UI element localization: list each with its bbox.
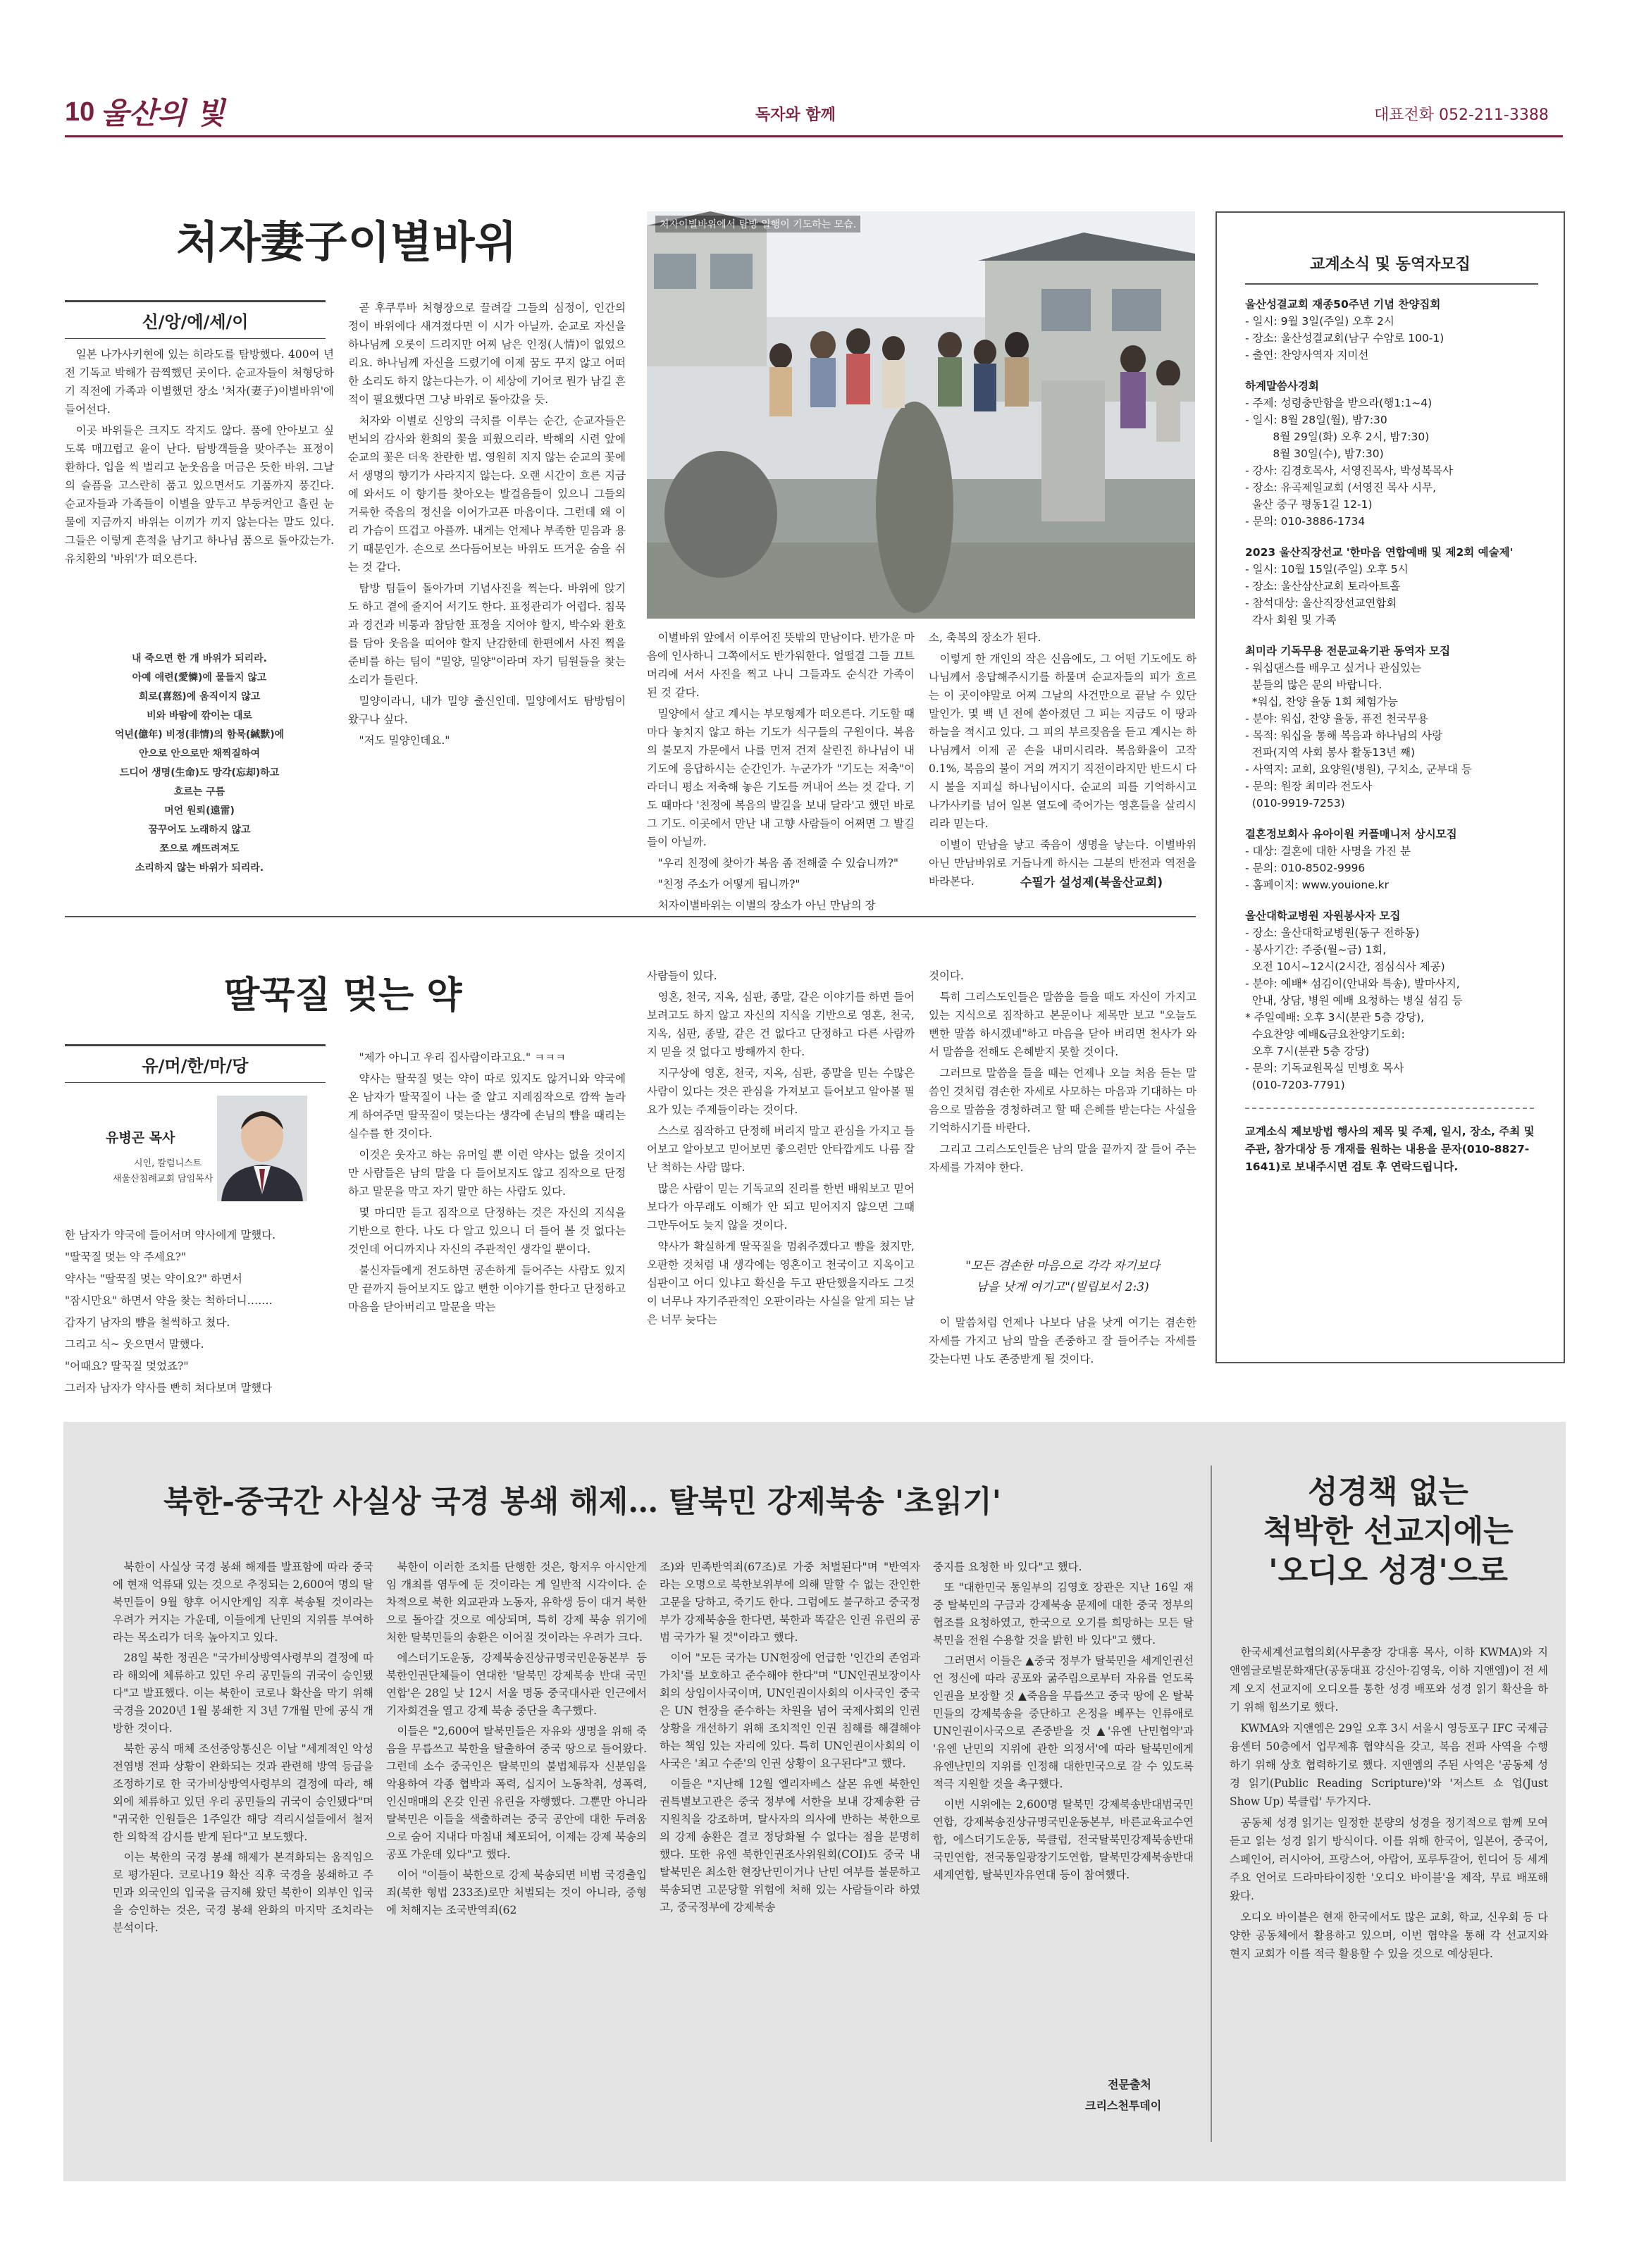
poem-line: 소리하지 않는 바위가 되리라. [135,862,264,874]
event-detail: 각사 회원 및 가족 [1245,614,1337,626]
bible-verse [929,1256,1196,1298]
paragraph: 밀양이라니, 내가 밀양 출신인데. 밀양에서도 탐방팀이 왔구나 싶다. [348,695,626,726]
article-divider [65,916,1196,917]
poem-line: 희로(喜怒)에 움직이지 않고 [138,691,261,702]
paragraph: 약사는 "딸꾹질 멎는 약이요?" 하면서 [65,1272,242,1285]
event-title: 최미라 기독무용 전문교육기관 동역자 모집 [1245,645,1451,657]
paragraph: "어때요? 딸꾹질 멎었죠?" [65,1360,189,1372]
event-detail: *워십, 찬양 율동 1회 체험가능 [1245,695,1398,708]
event-detail: 오전 10시~12시(2시간, 점심식사 제공) [1245,960,1445,973]
paragraph: 이어 "모든 국가는 UN헌장에 언급한 '인간의 존엄과 가치'를 보호하고 준수해야 한다"며 "UN인권보장이사회의 상임이사국이며, UN인권이사회의 이사국인 중국은 UN 헌장을 준수하는 차원을 넘어 국제사회의 인권 상황을 개선하기 위해 조치적인 인권 침해를 해결해야 하는 책임 있는 자리에 있다. 특히 UN인권이사회의 이사국은 '최고 수준'의 인권 상황이 요구된다"고 했다. [660,1652,920,1770]
paragraph: 이곳 바위들은 크지도 작지도 않다. 품에 안아보고 싶도록 매끄럽고 윤이 난다. 탐방객들을 맞아주는 표정이 환하다. 입을 씩 벌리고 눈웃음을 머금은 듯한 바위. 그날의 슬픔을 고스란히 품고 있으면서도 기품까지 풍긴다. 순교자들과 가족들이 이별을 앞두고 부둥켜안고 흘린 눈물에 지금까지 바위는 이끼가 끼지 않는다는 말도 있다. 그들은 이렇게 흔적을 남기고 하나님 품으로 돌아갔는가. 유치환의 '바위'가 떠오른다. [65,424,334,565]
paragraph: 이것은 웃자고 하는 유머일 뿐 이런 약사는 없을 것이지만 사람들은 남의 말을 다 들어보지도 않고 짐작으로 단정하고 말문을 막고 자기 말만 하는 사람도 있다. [348,1148,626,1198]
pilgrims-photo-image [647,211,1195,619]
event-detail: - 사역지: 교회, 요양원(병원), 구치소, 군부대 등 [1245,763,1472,776]
poem-line: 쪼으로 깨뜨려져도 [159,843,240,855]
sidebar-event [1245,296,1548,364]
paragraph: 지구상에 영혼, 천국, 지옥, 심판, 종말을 믿는 수많은 사람이 있다는 것은 관심을 가져보고 들어보고 알아볼 필요가 있는 주제들이라는 것이다. [647,1067,915,1116]
paragraph: 이번 시위에는 2,600명 탈북민 강제북송반대범국민연합, 강제북송진상규명국민운동본부, 바른교육교수연합, 에스더기도운동, 북클럽, 전국탈북민강제북송반대국민연합, 전국통일광장기도연합, 탈북민강제북송반대세계연합, 탈북민자유연대 등이 참여했다. [933,1798,1194,1881]
paragraph: 공동체 성경 읽기는 일정한 분량의 성경을 정기적으로 함께 모여 듣고 읽는 성경 읽기 방식이다. 이를 위해 한국어, 일본어, 중국어, 스페인어, 러시아어, 프랑스어, 아랍어, 포루투갈어, 힌디어 등 세계 주요 언어로 드라마타이징한 '오디오 바이블'을 제작, 무료 배포해 왔다. [1230,1816,1548,1902]
article1-col2 [348,299,626,891]
paragraph: 이렇게 한 개인의 작은 신음에도, 그 어떤 기도에도 하나님께서 응답해주시기를 하물며 순교자들의 피가 흐르는 이 곳이야말로 어찌 그날의 사건만으로 끝날 수 있단 말인가. 몇 백 년 전에 쏟아졌던 그 피는 지금도 이 땅과 하늘을 적시고 있다. 그 피의 부르짖음을 듣고 계시는 하나님께서 이제 곧 손을 내미시리라. 복음화율이 고작 0.1%, 복음의 불이 거의 꺼지기 직전이라지만 반드시 다시 불을 지피실 하나님이시다. 순교의 피를 기억하시고 나가사키를 넘어 일본 열도에 죽어가는 영혼들을 살리시리라 믿는다. [929,652,1196,830]
event-detail: - 일시: 10월 15일(주일) 오후 5시 [1245,563,1409,576]
article2-col1 [65,1226,333,1394]
poem-line: 내 죽으면 한 개 바위가 되리라. [132,653,267,664]
event-detail: - 주제: 성령충만함을 받으라(행1:1~4) [1245,397,1433,409]
paragraph: 이는 북한의 국경 봉쇄 해제가 본격화되는 움직임으로 평가된다. 코로나19 확산 직후 국경을 봉쇄하고 주민과 외국인의 입국을 금지해 왔던 북한이 외부인 입국을 승인하는 것은, 국경 봉쇄 완화의 마지막 조치라는 분석이다. [113,1851,373,1934]
article2-category: 유/머/한/마/당 [65,1044,326,1083]
paragraph: 것이다. [929,969,964,982]
paragraph: 한 남자가 약국에 들어서며 약사에게 말했다. [65,1229,276,1241]
paragraph: 처자이별바위는 이별의 장소가 아닌 만남의 장 [657,899,876,912]
paragraph: "제가 아니고 우리 집사람이라고요." ㅋㅋㅋ [359,1051,566,1064]
header-rule [65,135,1563,137]
paragraph: 북한이 이러한 조치를 단행한 것은, 항저우 아시안게임 개최를 염두에 둔 것이라는 게 일반적 시각이다. 순차적으로 북한 외교관과 노동자, 유학생 등이 대거 북한으로 돌아갈 것으로 예상되며, 특히 강제 북송 위기에 처한 탈북민들의 송환은 이어질 것이라는 우려가 크다. [386,1561,647,1644]
poem-line: 비와 바람에 깎이는 대로 [147,710,252,721]
author-portrait-image [217,1096,307,1201]
article2-col2 [348,1048,626,1387]
event-detail: - 장소: 울산성결교회(남구 수암로 100-1) [1245,332,1444,345]
event-detail: - 문의: 기독교원목실 민병호 목사 [1245,1062,1404,1074]
paragraph: 한국세계선교협의회(사무총장 강대흥 목사, 이하 KWMA)와 지앤엠글로벌문화재단(공동대표 강신아·김영욱, 이하 지앤엠)이 전 세계 오지 선교지에 오디오를 통한 성경 배포와 성경 읽기 확산을 하기 위해 힘쓰기로 했다. [1230,1646,1548,1714]
event-detail: (010-9919-7253) [1245,797,1345,810]
paragraph: 또 "대한민국 통일부의 김영호 장관은 지난 16일 재중 탈북민의 구금과 강제북송 문제에 대한 중국 정부의 협조를 요청하였고, 한국으로 오기를 희망하는 모든 탈북민을 전원 수용할 것을 밝힌 바 있다"고 했다. [933,1581,1194,1647]
event-detail: 전파(지역 사회 봉사 활동13년 째) [1245,746,1416,759]
poem-line: 아예 애련(愛憐)에 물들지 않고 [132,672,267,683]
event-detail: - 강사: 김경호목사, 서영진목사, 박성복목사 [1245,464,1453,477]
article4-body [1230,1643,1548,2150]
sidebar-event [1245,907,1548,1093]
article3-source-label: 전문출처 [1108,2078,1151,2091]
event-detail: 안내, 상담, 병원 예배 요청하는 병실 섬김 등 [1245,994,1463,1007]
article1-poem [65,650,334,878]
article3-title: 북한-중국간 사실상 국경 봉쇄 해제… 탈북민 강제북송 '초읽기' [163,1485,1001,1520]
paragraph: 중지를 요청한 바 있다"고 했다. [933,1561,1082,1573]
paragraph: 그리고 그리스도인들은 남의 말을 끝까지 잘 들어 주는 자세를 가져야 한다. [929,1143,1196,1174]
event-detail: 8월 29일(화) 오후 2시, 밤7:30) [1245,430,1430,443]
paragraph: 이어 "이들이 북한으로 강제 북송되면 비범 국경출입죄(북한 형법 233조)로만 처벌되는 것이 아니라, 중형에 처해지는 조국반역죄(62 [386,1869,647,1916]
article1-category: 신/앙/에/세/이 [65,300,326,339]
event-detail: 분들의 많은 문의 바랍니다. [1245,678,1382,691]
paragraph: 밀양에서 살고 계시는 부모형제가 떠오른다. 기도할 때마다 놓치지 않고 하는 기도가 식구들의 구원이다. 복음의 불모지 가문에서 나를 먼저 건져 살린진 하나님이 내 기도에 응답하시는 순간인가. 누군가가 "기도는 저축"이라더니 평소 저축해 놓은 기도를 꺼내어 쓰는 것 같다. 기도 때마다 '친정에 복음의 발길을 보내 달라'고 했던 바로 그 기도. 이곳에서 만난 내 고향 사람들이 어쩌면 그 발길들이 아닐까. [647,707,915,848]
paragraph: 곧 후쿠루바 처형장으로 끌려갈 그들의 심정이, 인간의 정이 바위에다 새겨졌다면 이 시가 아닐까. 순교로 자신을 하나님께 오롯이 드리지만 어찌 남은 인정(人情)이 없었으리요. 하나님께 자신을 드렸기에 이제 꿈도 꾸지 않고 어떠한 소리도 하지 않는다는가. 이 세상에 기어코 뭔가 남길 흔적이 필요했다면 그냥 바위로 돌아갔을 듯. [348,302,626,406]
poem-line: 머언 원뢰(遠雷) [164,805,235,817]
event-detail: - 문의: 010-3886-1734 [1245,515,1366,528]
sidebar-separator [1245,1108,1534,1109]
paragraph: 북한 공식 매체 조선중앙통신은 이날 "세계적인 악성 전염병 전파 상황이 완화되는 것과 관련해 방역 등급을 조정하기로 한 국가비상방역사령부의 결정에 따라, 해외에 체류하고 있던 우리 공민들의 귀국이 승인됐다"며 "귀국한 인원들은 1주일간 해당 격리시설들에서 철저한 의학적 감시를 받게 된다"고 보도했다. [113,1742,373,1843]
event-detail: - 홈페이지: www.youione.kr [1245,879,1390,891]
photo-caption: 처자이별바위에서 탐방 일행이 기도하는 모습. [655,216,860,233]
event-detail: - 문의: 원장 최미라 전도사 [1245,780,1373,793]
event-detail: - 대상: 결혼에 대한 사명을 가진 분 [1245,845,1411,857]
event-detail: - 봉사기간: 주중(월~금) 1회, [1245,943,1387,956]
event-detail: - 문의: 010-8502-9996 [1245,862,1366,874]
church-news-sidebar [1215,211,1565,1363]
article3-source: 크리스천투데이 [1085,2099,1162,2112]
title-line: '오디오 성경'으로 [1268,1553,1508,1589]
paragraph: 약사가 확실하게 딸꾹질을 멈춰주겠다고 뺨을 쳤지만, 오판한 것처럼 내 생각에는 영혼이고 천국이고 지옥이고 심판이고 어디 있냐고 확신을 두고 판단했을지라도 그것이 너무나 자기주관적인 오판이라는 사실을 알게 되는 날은 너무 늦다는 [647,1240,915,1326]
paragraph: 조)와 민족반역죄(67조)로 가중 처벌된다"며 "반역자라는 오명으로 북한보위부에 의해 말할 수 없는 잔인한 고문을 당하고, 죽기도 한다. 그럼에도 불구하고 중국정부가 강제북송을 한다면, 북한과 똑같은 인권 유린의 공범 국가가 될 것"이라고 했다. [660,1561,920,1644]
poem-line: 드디어 생명(生命)도 망각(忘却)하고 [119,767,280,779]
paragraph: "딸꾹질 멎는 약 주세요?" [65,1251,187,1263]
article2-title: 딸꾹질 멎는 약 [224,974,462,1017]
event-title: 결혼정보회사 유아이원 커플매니저 상시모집 [1245,828,1457,841]
paragraph: "우리 친정에 찾아가 복음 좀 전해줄 수 있습니까?" [657,857,899,869]
poem-line: 꿈꾸어도 노래하지 않고 [148,824,251,836]
paragraph: 갑자기 남자의 뺨을 철썩하고 쳤다. [65,1316,230,1329]
event-detail: - 일시: 9월 3일(주일) 오후 2시 [1245,315,1394,328]
sidebar-submission-note: 교계소식 제보방법 행사의 제목 및 주제, 일시, 장소, 주최 및 주관, 참가대상 등 개재를 원하는 내용을 문자(010-8827-1641)로 보내주시면 검토 후 연락드립니다. [1245,1125,1535,1173]
paragraph: 이별이 만남을 낳고 죽음이 생명을 낳는다. 이별바위 아닌 만남바위로 거듭나게 하시는 그분의 반전과 역전을 바라본다. [929,838,1196,888]
paragraph: 이별바위 앞에서 이루어진 뜻밖의 만남이다. 반가운 마음에 인사하니 그쪽에서도 반가워한다. 얼떨결 그들 끄트머리에 서서 사진을 찍고 나니 그들과도 순식간 가족이 된 것 같다. [647,631,915,699]
paragraph: "친정 주소가 어떻게 됩니까?" [657,878,800,891]
event-title: 울산성결교회 재종50주년 기념 찬양집회 [1245,298,1441,311]
paragraph: 그러므로 말씀을 들을 때는 언제나 오늘 처음 듣는 말씀인 것처럼 겸손한 자세로 사모하는 마음과 기대하는 마음으로 말씀을 경청하려고 할 때 은혜를 받는다는 사실을 기억하시기를 바란다. [929,1067,1196,1134]
page-number: 10 [65,97,95,127]
event-detail: - 일시: 8월 28일(월), 밤7:30 [1245,414,1387,426]
poem-line: 안으로 안으로만 채찍질하여 [138,748,261,760]
sidebar-event [1245,378,1548,530]
sidebar-event [1245,643,1548,812]
event-detail: 오후 7시(분관 5층 강당) [1245,1045,1370,1058]
paragraph: "저도 밀양인데요." [359,734,450,747]
author-avatar [217,1096,307,1201]
paragraph: 오디오 바이블은 현재 한국에서도 많은 교회, 학교, 신우회 등 다양한 공동체에서 활용하고 있으며, 이번 협약을 통해 각 선교지와 현지 교회가 이를 적극 활용할 수 있을 것으로 예상된다. [1230,1911,1548,1960]
event-detail: * 주일예배: 오후 3시(분관 5층 강당), [1245,1011,1425,1024]
paragraph: 탐방 팀들이 돌아가며 기념사진을 찍는다. 바위에 앉기도 하고 곁에 줄지어 서기도 한다. 표정관리가 어렵다. 침묵과 경건과 비통과 참담한 표정을 지어야 할지, 박수와 환호를 담아 웃음을 띠어야 할지 난감한데 한편에서 사진 찍을 준비를 하는 팀이 "밀양, 밀양"이라며 자기 팀원들을 찾는 소리가 들린다. [348,582,626,686]
event-title: 하계말씀사경회 [1245,380,1319,392]
article1-photo [647,211,1195,619]
paragraph: 특히 그리스도인들은 말씀을 들을 때도 자신이 가지고 있는 지식으로 짐작하고 본문이나 제목만 보고 "오늘도 뻔한 말씀 하시겠네"하고 마음을 닫아 버리면 천사가 와서 말씀을 전해도 은혜받지 못할 것이다. [929,991,1196,1058]
paragraph: 처자와 이별로 신앙의 극치를 이루는 순간, 순교자들은 번뇌의 감사와 환희의 꽃을 피웠으리라. 박해의 시련 앞에 순교의 꽃은 더욱 찬란한 법. 영원히 지지 않는 순교의 꽃에서 생명의 향기가 사라지지 않는다. 오랜 시간이 흐른 지금에 와서도 이 향기를 찾아오는 발걸음들이 있으니 그들의 거룩한 죽음의 정신을 이어가고픈 마음이다. 그런데 왜 이리 가슴이 뜨겁고 아플까. 내게는 언제나 부족한 믿음과 용기 때문인가. 손으로 쓰다듬어보는 바위도 뜨거운 숨을 쉬는 것 같다. [348,414,626,574]
event-title: 울산대학교병원 자원봉사자 모집 [1245,910,1401,922]
paragraph: 에스더기도운동, 강제북송진상규명국민운동본부 등 북한인권단체들이 연대한 '탈북민 강제북송 반대 국민연합'은 28일 낮 12시 서울 명동 중국대사관 인근에서 기자회견을 열고 강제 북송 중단을 촉구했다. [386,1652,647,1717]
paragraph: 많은 사람이 믿는 기독교의 진리를 한번 배워보고 믿어보다가 아무래도 이해가 안 되고 믿어지지 않으면 그때 그만두어도 늦지 않을 것이다. [647,1182,915,1232]
event-detail: - 목적: 워십을 통해 복음과 하나님의 사랑 [1245,729,1442,742]
section-divider [1211,1465,1212,2142]
article4-title [1223,1473,1554,1591]
sidebar-title: 교계소식 및 동역자모집 [1310,256,1471,273]
event-detail: - 분야: 예배* 섬김이(안내와 특송), 발마사지, [1245,977,1460,990]
event-detail: - 장소: 유곡제일교회 (서영진 목사 시무, [1245,481,1437,494]
paragraph: 이들은 "2,600여 탈북민들은 자유와 생명을 위해 죽음을 무릅쓰고 북한을 탈출하여 중국 땅으로 들어왔다. 그런데 소수 중국인은 탈북민의 불법체류자 신분임을 악용하여 각종 협박과 폭력, 십지어 노동착취, 성폭력, 인신매매의 온갖 인권 유린을 자행했다. 그뿐만 아니라 탈북민은 이들을 색출하려는 중국 공안에 대한 두려움으로 숨어 지내다 마침내 체포되어, 이제는 강제 북송의 공포 가운데 있다"고 했다. [386,1725,647,1861]
paragraph: 이들은 "지난해 12월 엘리자베스 살몬 유엔 북한인권특별보고관은 중국 정부에 서한을 보내 강제송환 금지원칙을 강조하며, 탈사자의 의사에 반하는 북한으로의 강제 송환은 결코 정당화될 수 없다는 점을 분명히 했다. 또한 유엔 북한인권조사위원회(COI)도 중국 내 탈북민은 최소한 현장난민이거나 난민 여부를 불문하고 북송되면 고문당할 위험에 처해 있는 사람들이라 하였고, 중국정부에 강제북송 [660,1778,920,1914]
event-detail: - 참석대상: 울산직장선교연합회 [1245,597,1397,609]
paragraph: 스스로 짐작하고 단정해 버리지 말고 관심을 가지고 들어보고 알아보고 믿어보면 좋으련만 안타깝게도 나름 잘난 척하는 사람 많다. [647,1124,915,1174]
sidebar-event [1245,544,1548,628]
sidebar-event [1245,826,1548,893]
event-detail: 8월 30일(수), 밤7:30) [1245,447,1384,460]
article3-col3 [660,1559,920,2136]
verse-line: "모든 겸손한 마음으로 각각 자기보다 [965,1259,1160,1273]
article3-col4 [933,1559,1194,2052]
article2-col4 [929,967,1196,1243]
paragraph: 사람들이 있다. [647,969,717,982]
newspaper-logo: 울산의 빛 [100,96,225,130]
paragraph: 그러자 남자가 약사를 빤히 쳐다보며 말했다 [65,1382,273,1394]
title-line: 성경책 없는 [1308,1474,1468,1510]
poem-line: 흐르는 구름 [173,786,225,798]
paragraph: 이 말씀처럼 언제나 나보다 남을 낫게 여기는 겸손한 자세를 가지고 남의 말을 존중하고 잘 들어주는 자세를 갖는다면 나도 존중받게 될 것이다. [929,1316,1196,1365]
author-name: 유병곤 목사 [106,1130,175,1146]
event-detail: - 장소: 울산대학교병원(동구 전하동) [1245,927,1420,939]
article2-col3 [647,967,915,1387]
author-affiliation: 새울산침례교회 담임목사 [113,1174,214,1184]
paragraph: 북한이 사실상 국경 봉쇄 해제를 발표함에 따라 중국에 현재 억류돼 있는 것으로 추정되는 2,600여 명의 탈북민들이 9월 향후 어시안게임 직후 북송될 것이라는 우려가 커지는 가운데, 이들에게 난민의 지위를 부여하라는 목소리가 더욱 높아지고 있다. [113,1561,373,1644]
title-line: 척박한 선교지에는 [1263,1513,1514,1549]
event-detail: 수요찬양 예배&금요찬양기도회: [1245,1028,1405,1041]
event-detail: - 분야: 워십, 찬양 율동, 퓨전 천국무용 [1245,712,1428,725]
sidebar-events [1245,296,1548,1176]
paragraph: KWMA와 지앤엠은 29일 오후 3시 서울시 영등포구 IFC 국제금융센터 50층에서 업무제휴 협약식을 갖고, 복음 전파 사역을 수행하기 위해 상호 협력하기로 했다. 지앤엠의 주된 사역은 '공동체 성경 읽기(Public Reading Scripture)'와 '저스트 쇼 업(Just Show Up) 북클럽' 두가지다. [1230,1722,1548,1808]
author-title: 시인, 칼럼니스트 [134,1158,202,1169]
article1-signature: 수필가 설성제(북울산교회) [1020,876,1163,890]
paragraph: 소, 축복의 장소가 된다. [929,631,1041,644]
paragraph: "잠시만요" 하면서 약을 찾는 척하더니……. [65,1294,273,1307]
event-title: 2023 울산직장선교 '한마음 연합예배 및 제2회 예술제' [1245,546,1514,559]
paragraph: 약사는 딸꾹질 멎는 약이 따로 있지도 않거니와 약국에 온 남자가 딸꾹질이 나는 줄 알고 지레짐작으로 깜짝 놀라게 하여주면 딸꾹질이 멎는다는 생각에 손님의 뺨을 때리는 실수를 한 것이다. [348,1072,626,1140]
paragraph: 그리고 식~ 웃으면서 말했다. [65,1338,204,1351]
event-detail: 울산 중구 평동1길 12-1) [1245,498,1373,511]
article2-col4-end [929,1313,1196,1387]
sidebar-rule [1245,283,1538,285]
article1-col3 [647,628,915,912]
paragraph: 영혼, 천국, 지옥, 심판, 종말, 같은 이야기를 하면 들어보려고도 하지 않고 자신의 지식을 기반으로 영혼, 천국, 지옥, 심판, 종말, 같은 건 없다고 단정하고 다른 사람까지 믿을 것 없다고 방해까지 한다. [647,991,915,1058]
poem-line: 억년(億年) 비정(非情)의 함묵(緘默)에 [114,729,285,740]
article1-title: 처자妻子이별바위 [176,216,517,268]
event-detail: - 장소: 울산삼산교회 토라아트홀 [1245,580,1401,593]
paragraph: 몇 마디만 듣고 짐작으로 단정하는 것은 자신의 지식을 기반으로 한다. 나도 다 알고 있으니 더 들어 볼 것 없다는 것인데 어디까지나 자신의 주관적인 생각일 뿐이다. [348,1206,626,1256]
article3-col2 [386,1559,647,2136]
paragraph: 28일 북한 정권은 "국가비상방역사령부의 결정에 따라 해외에 체류하고 있던 우리 공민들의 귀국이 승인됐다"고 발표했다. 이는 북한이 코로나 확산을 막기 위해 국경을 2020년 1월 봉쇄한 지 3년 7개월 만에 공식 개방한 것이다. [113,1652,373,1735]
event-detail: - 워십댄스를 배우고 싶거나 관심있는 [1245,662,1421,674]
event-detail: (010-7203-7791) [1245,1079,1345,1091]
paragraph: 그러면서 이들은 ▲중국 정부가 탈북민을 세계인권선언 정신에 따라 공포와 굶주림으로부터 자유를 얻도록 인권을 보장할 것 ▲죽음을 무릅쓰고 중국 땅에 온 탈북민들의 강제북송을 중단하고 온정을 베푸는 인류애로 UN인권이사국으로 존중받을 것 ▲'유엔 난민협약'과 '유엔 난민의 지위에 관한 의정서'에 따라 탈북민에게 유엔난민의 지위를 인정해 대한민국으로 갈 수 있도록 적극 지원할 것을 촉구했다. [933,1654,1194,1790]
article3-col1 [113,1559,373,2136]
paragraph: 일본 나가사키현에 있는 히라도를 탐방했다. 400여 년 전 기독교 박해가 끔찍했던 곳이다. 순교자들이 처형당하기 직전에 가족과 이별했던 장소 '처자(妻子)이별바위'에 들어선다. [65,348,334,416]
verse-line: 남을 낫게 여기고"(빌립보서 2:3) [976,1280,1149,1294]
header-phone: 대표전화 052-211-3388 [1374,106,1549,124]
event-detail: - 출연: 찬양사역자 지미선 [1245,349,1369,361]
article1-col1 [65,345,334,585]
paragraph: 불신자들에게 전도하면 공손하게 들어주는 사람도 있지만 끝까지 들어보지도 않고 뻔한 이야기를 한다고 단정하고 마음을 닫아버리고 말문을 막는 [348,1264,626,1313]
section-title: 독자와 함께 [755,106,836,124]
